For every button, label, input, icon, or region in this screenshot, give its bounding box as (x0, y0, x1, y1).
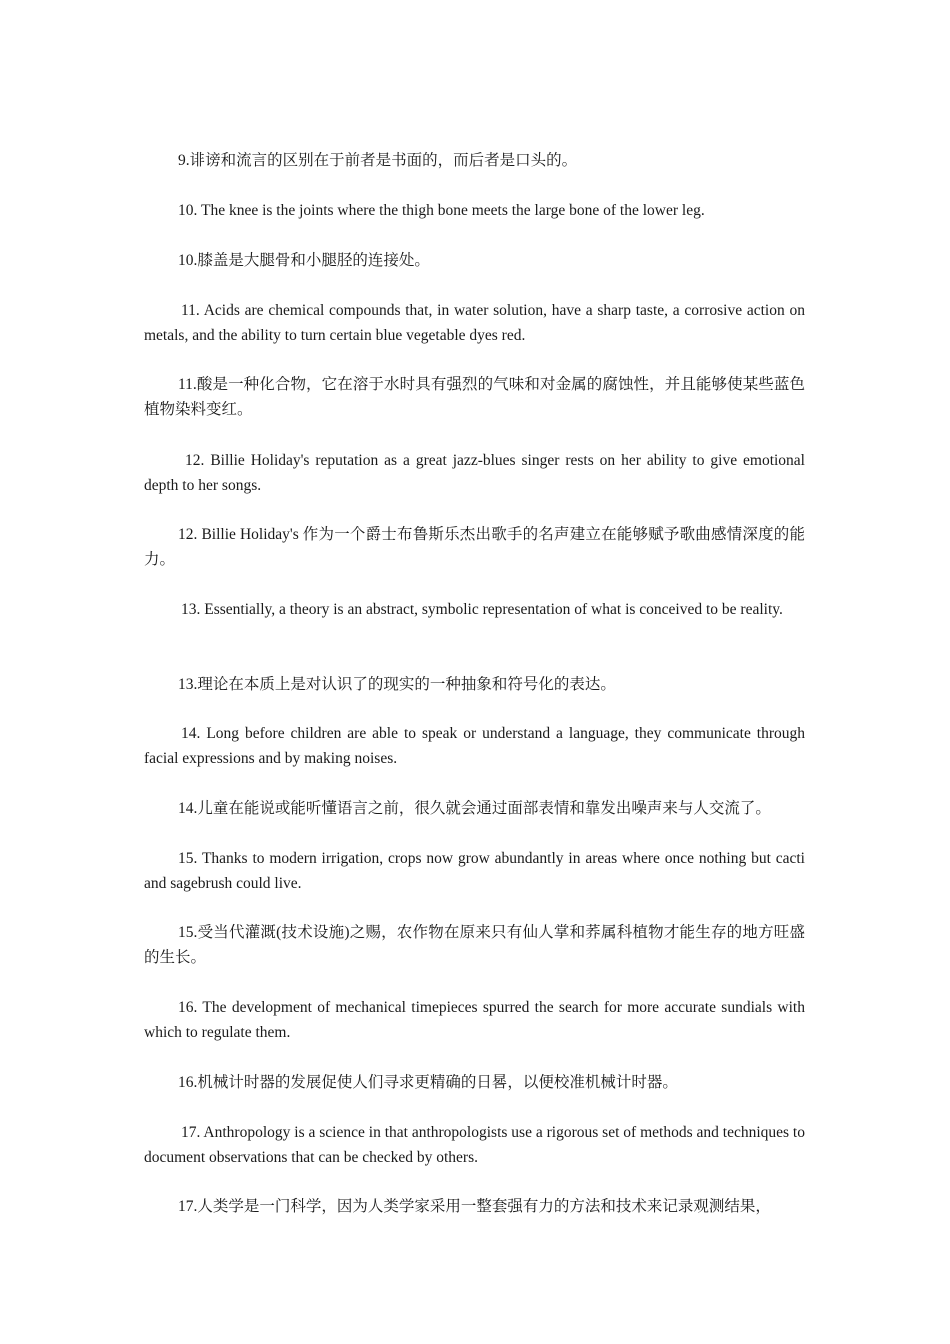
paragraph-12-chinese: 12. Billie Holiday's 作为一个爵士布鲁斯乐杰出歌手的名声建立在能够赋予歌曲感情深度的能力。 (144, 526, 805, 568)
paragraph-17-english: 17. Anthropology is a science in that anthropologists use a rigorous set of methods and techniques to document observations that can be checked by others. (144, 1124, 805, 1166)
paragraph-12-english: 12. Billie Holiday's reputation as a great jazz-blues singer rests on her ability to give emotional depth to her songs. (144, 452, 805, 494)
paragraph-10-english: 10. The knee is the joints where the thigh bone meets the large bone of the lower leg. (178, 202, 705, 219)
paragraph-10-chinese: 10.膝盖是大腿骨和小腿胫的连接处。 (178, 252, 430, 269)
paragraph-13-english: 13. Essentially, a theory is an abstract, symbolic representation of what is conceived to be reality. (181, 601, 783, 618)
paragraph-11-english: 11. Acids are chemical compounds that, in water solution, have a sharp taste, a corrosive action on metals, and the ability to turn certain blue vegetable dyes red. (144, 302, 805, 344)
paragraph-17-chinese: 17.人类学是一门科学，因为人类学家采用一整套强有力的方法和技术来记录观测结果， (178, 1198, 771, 1215)
paragraph-14-chinese: 14.儿童在能说或能听懂语言之前，很久就会通过面部表情和靠发出噪声来与人交流了。 (178, 800, 771, 817)
paragraph-9-chinese: 9.诽谤和流言的区别在于前者是书面的，而后者是口头的。 (178, 152, 578, 169)
paragraph-11-chinese: 11.酸是一种化合物，它在溶于水时具有强烈的气味和对金属的腐蚀性，并且能够使某些蓝色植物染料变红。 (144, 376, 805, 418)
paragraph-16-chinese: 16.机械计时器的发展促使人们寻求更精确的日晷，以便校准机械计时器。 (178, 1074, 678, 1091)
paragraph-14-english: 14. Long before children are able to speak or understand a language, they communicate through facial expressions and by making noises. (144, 725, 805, 767)
paragraph-15-chinese: 15.受当代灌溉(技术设施)之赐，农作物在原来只有仙人掌和荞属科植物才能生存的地方旺盛的生长。 (144, 924, 805, 966)
paragraph-13-chinese: 13.理论在本质上是对认识了的现实的一种抽象和符号化的表达。 (178, 676, 616, 693)
paragraph-16-english: 16. The development of mechanical timepieces spurred the search for more accurate sundials with which to regulate them. (144, 999, 805, 1041)
paragraph-15-english: 15. Thanks to modern irrigation, crops now grow abundantly in areas where once nothing but cacti and sagebrush could live. (144, 850, 805, 892)
